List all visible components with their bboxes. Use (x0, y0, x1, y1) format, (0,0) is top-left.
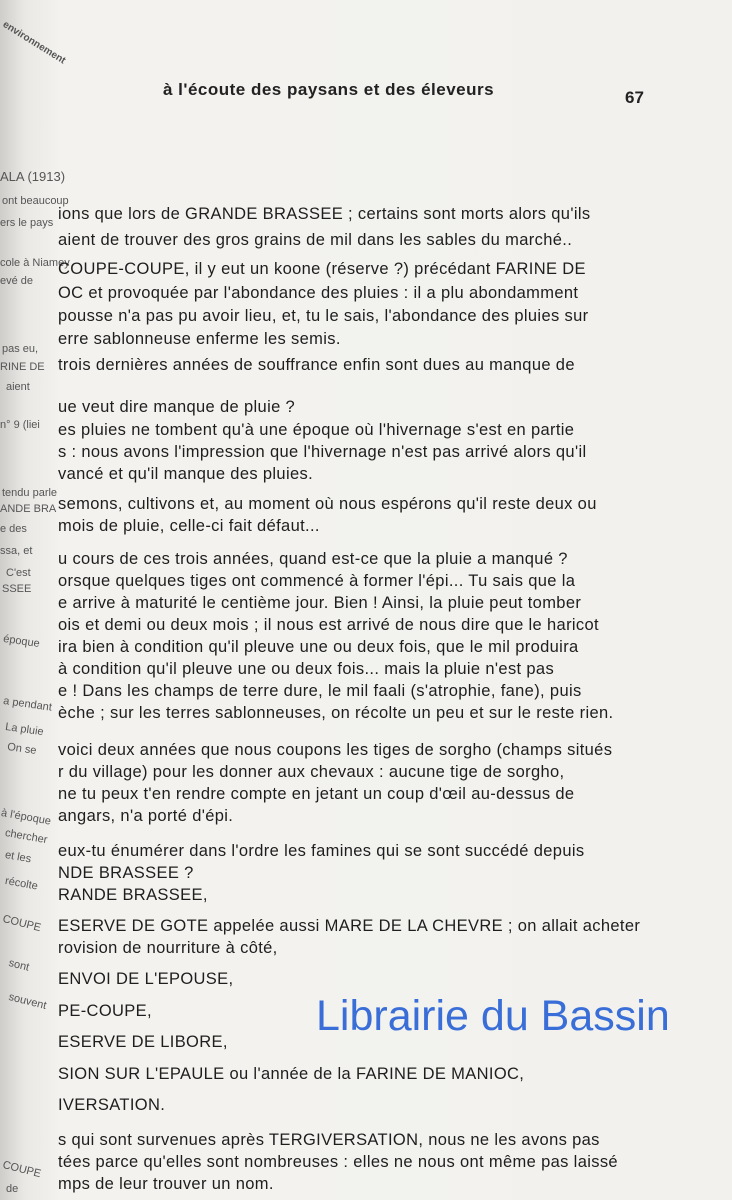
bleed-text: evé de (0, 275, 34, 287)
text-line: es pluies ne tombent qu'à une époque où l'hivernage s'est en partie (58, 421, 575, 439)
text-line: angars, n'a porté d'épi. (58, 807, 234, 825)
text-line: ENVOI DE L'EPOUSE, (58, 970, 234, 988)
text-line: mps de leur trouver un nom. (58, 1175, 274, 1193)
bleed-text: à l'époque (0, 807, 52, 828)
text-line: mois de pluie, celle-ci fait défaut... (58, 517, 320, 535)
bleed-text: ers le pays (0, 217, 54, 229)
text-line: SION SUR L'EPAULE ou l'année de la FARINE DE MANIOC, (58, 1065, 525, 1083)
watermark: Librairie du Bassin (316, 992, 670, 1040)
text-line: ions que lors de GRANDE BRASSEE ; certains sont morts alors qu'ils (58, 205, 591, 223)
text-line: ne tu peux t'en rendre compte en jetant un coup d'œil au-dessus de (58, 785, 575, 803)
bleed-text: environnement (0, 19, 68, 67)
page-number: 67 (625, 88, 644, 107)
text-line: s : nous avons l'impression que l'hivernage n'est pas arrivé alors qu'il (58, 443, 587, 461)
bleed-text: e des (0, 523, 27, 535)
bleed-text: aient (6, 381, 30, 393)
text-line: RANDE BRASSEE, (58, 886, 208, 904)
text-line: COUPE-COUPE, il y eut un koone (réserve ?) précédant FARINE DE (58, 260, 586, 278)
text-line: r du village) pour les donner aux chevaux : aucune tige de sorgho, (58, 763, 565, 781)
text-line: orsque quelques tiges ont commencé à former l'épi... Tu sais que la (58, 572, 576, 590)
text-line: PE-COUPE, (58, 1002, 152, 1020)
bleed-text: n° 9 (liei (0, 419, 40, 431)
text-line: OC et provoquée par l'abondance des pluies : il a plu abondamment (58, 284, 579, 302)
text-line: IVERSATION. (58, 1096, 166, 1114)
bleed-text: récolte (4, 875, 39, 893)
text-line: u cours de ces trois années, quand est-ce que la pluie a manqué ? (58, 550, 568, 568)
bleed-text: a pendant (2, 695, 53, 714)
text-line: trois dernières années de souffrance enfin sont dues au manque de (58, 356, 575, 374)
bleed-text: ALA (1913) (0, 169, 66, 184)
text-line: tées parce qu'elles sont nombreuses : elles ne nous ont même pas laissé (58, 1153, 618, 1171)
text-line: rovision de nourriture à côté, (58, 939, 278, 957)
text-line: èche ; sur les terres sablonneuses, on récolte un peu et sur le reste rien. (58, 704, 614, 722)
bleed-text: COUPE (1, 913, 43, 935)
bleed-text: SSEE (2, 583, 32, 595)
text-line: vancé et qu'il manque des pluies. (58, 465, 314, 483)
text-line: à condition qu'il pleuve une ou deux fois... mais la pluie n'est pas (58, 660, 555, 678)
bleed-text: chercher (4, 827, 49, 847)
bleed-text: époque (2, 633, 41, 651)
text-line: erre sablonneuse enferme les semis. (58, 330, 341, 348)
text-line: aient de trouver des gros grains de mil dans les sables du marché.. (58, 231, 573, 249)
text-line: e arrive à maturité le centième jour. Bien ! Ainsi, la pluie peut tomber (58, 594, 582, 612)
text-line: ira bien à condition qu'il pleuve une ou deux fois, que le mil produira (58, 638, 579, 656)
bleed-text: de (6, 1183, 19, 1195)
text-line: ue veut dire manque de pluie ? (58, 398, 296, 416)
text-line: ESERVE DE GOTE appelée aussi MARE DE LA CHEVRE ; on allait acheter (58, 917, 641, 935)
text-line: NDE BRASSEE ? (58, 864, 194, 882)
text-line: pousse n'a pas pu avoir lieu, et, tu le sais, l'abondance des pluies sur (58, 307, 589, 325)
bleed-text: C'est (6, 567, 31, 579)
bleed-text: COUPE (1, 1159, 43, 1181)
text-line: ESERVE DE LIBORE, (58, 1033, 228, 1051)
bleed-text: et les (4, 849, 33, 866)
bleed-text: sont (7, 957, 31, 974)
bleed-text: tendu parle (2, 487, 58, 499)
text-line: e ! Dans les champs de terre dure, le mil faali (s'atrophie, fane), puis (58, 682, 582, 700)
bleed-text: On se (6, 741, 38, 757)
bleed-text: ANDE BRA (0, 503, 57, 515)
bleed-text: ont beaucoup (2, 195, 69, 207)
text-line: s qui sont survenues après TERGIVERSATION, nous ne les avons pas (58, 1131, 600, 1149)
text-line: semons, cultivons et, au moment où nous espérons qu'il reste deux ou (58, 495, 597, 513)
bleed-text: ssa, et (0, 545, 33, 557)
bleed-text: pas eu, (2, 343, 39, 355)
text-line: eux-tu énumérer dans l'ordre les famines qui se sont succédé depuis (58, 842, 585, 860)
text-line: voici deux années que nous coupons les tiges de sorgho (champs situés (58, 741, 613, 759)
bleed-text: RINE DE (0, 361, 45, 373)
bleed-text: La pluie (4, 721, 45, 739)
bleed-text: cole à Niamey (0, 257, 70, 269)
bleed-text: souvent (7, 991, 48, 1012)
text-line: ois et demi ou deux mois ; il nous est arrivé de nous dire que le haricot (58, 616, 599, 634)
running-header: à l'écoute des paysans et des éleveurs (163, 80, 495, 99)
